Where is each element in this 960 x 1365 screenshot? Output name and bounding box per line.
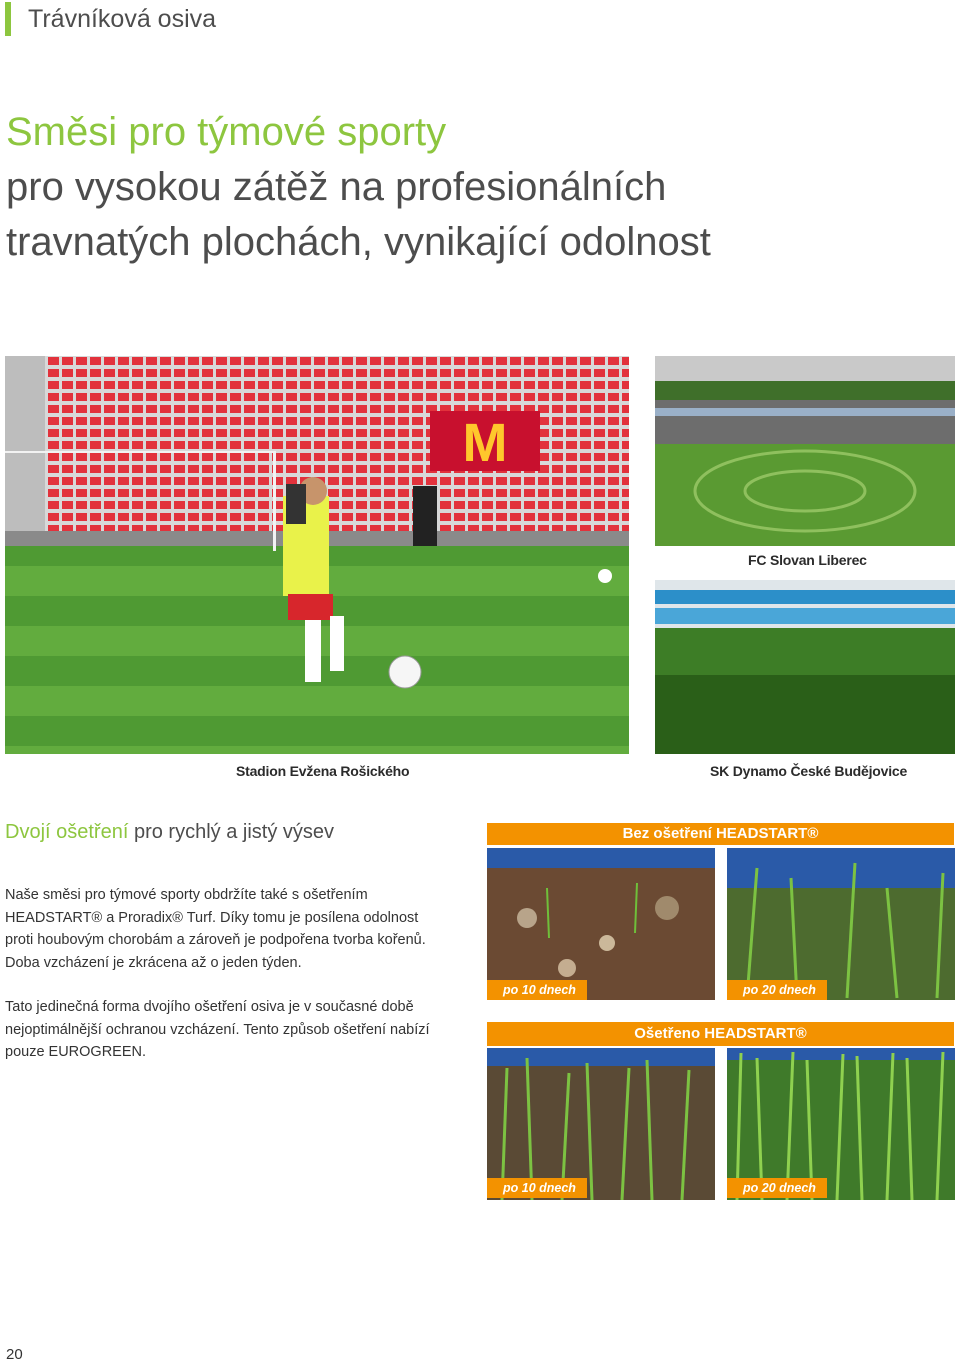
section-accent-bar xyxy=(5,2,11,36)
heading-line-3: travnatých plochách, vynikající odolnost xyxy=(6,220,711,264)
stadium-photo-liberec-image xyxy=(655,356,955,546)
treated-banner: Ošetřeno HEADSTART® xyxy=(487,1022,954,1046)
untreated-10-days-image xyxy=(487,848,715,1000)
untreated-tag-20: po 20 dnech xyxy=(727,980,827,1000)
page-number: 20 xyxy=(6,1346,23,1363)
subsection-title xyxy=(5,818,334,846)
untreated-banner: Bez ošetření HEADSTART® xyxy=(487,823,954,845)
untreated-tag-10: po 10 dnech xyxy=(487,980,587,1000)
heading-line-2: pro vysokou zátěž na profesionálních xyxy=(6,165,667,209)
treated-tag-10: po 10 dnech xyxy=(487,1178,587,1198)
stadium-photo-main-image xyxy=(5,356,629,754)
paragraph-1: Naše směsi pro týmové sporty obdržíte také s ošetřením HEADSTART® a Proradix® Turf. Díky tomu je posílena odolnost proti houbovým chorobám a zároveň je podpořena tvorba kořenů. Doba vzcházení je zkrácena až o jeden týden. xyxy=(5,887,426,971)
stadium-photo-liberec xyxy=(655,356,955,546)
untreated-20-days-photo xyxy=(727,848,955,1000)
liberec-caption: FC Slovan Liberec xyxy=(748,552,867,568)
section-title: Trávníková osiva xyxy=(28,5,217,33)
paragraph-2: Tato jedinečná forma dvojího ošetření osiva je v současné době nejoptimálnější ochranou vzcházení. Tento způsob ošetření nabízí pouze EUROGREEN. xyxy=(5,999,430,1060)
billboard-logo: M xyxy=(462,413,508,473)
stadium-photo-budejovice xyxy=(655,580,955,754)
budejovice-caption: SK Dynamo České Budějovice xyxy=(710,763,908,779)
main-photo-caption: Stadion Evžena Rošického xyxy=(236,763,410,779)
stadium-photo-main xyxy=(5,356,629,754)
untreated-10-days-photo xyxy=(487,848,715,1000)
treated-tag-20: po 20 dnech xyxy=(727,1178,827,1198)
subsection-title-green: Dvojí ošetření xyxy=(5,821,129,843)
heading-line-1: Směsi pro týmové sporty xyxy=(6,110,447,154)
stadium-photo-budejovice-image xyxy=(655,580,955,754)
untreated-20-days-image xyxy=(727,848,955,1000)
subsection-title-rest: pro rychlý a jistý výsev xyxy=(128,821,334,843)
